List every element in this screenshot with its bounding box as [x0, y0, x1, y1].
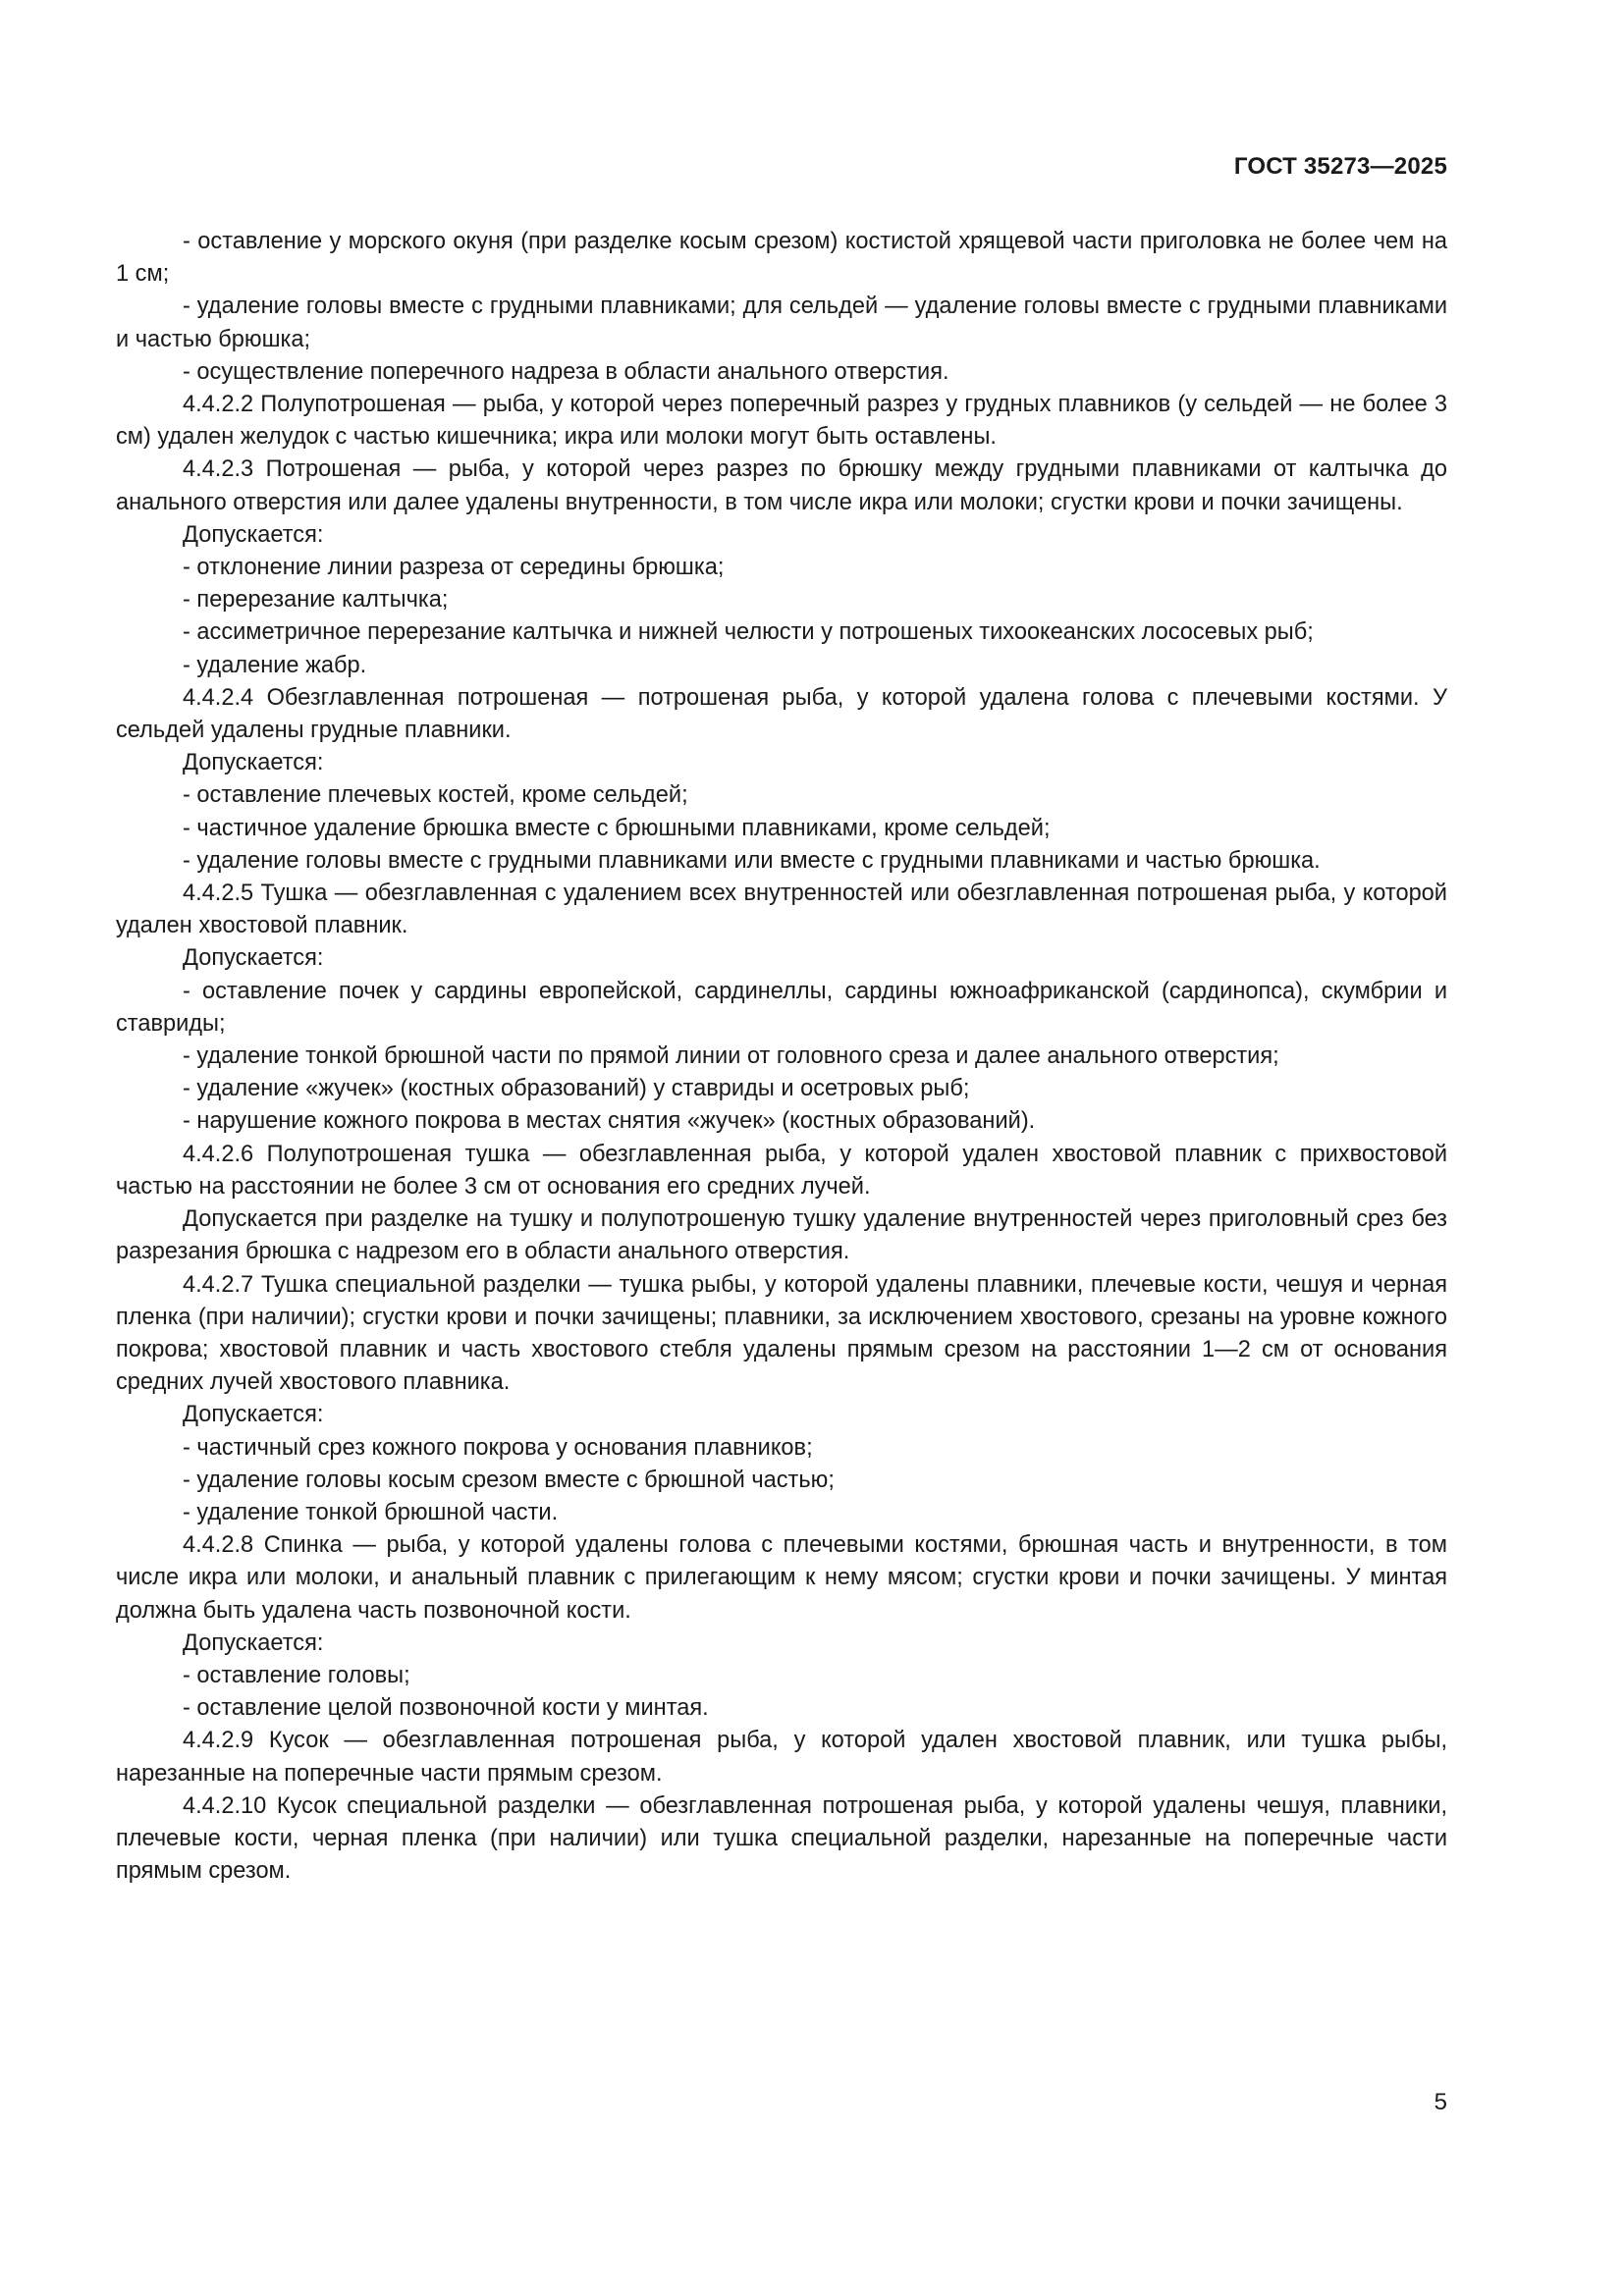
paragraph: - частичное удаление брюшка вместе с брюшными плавниками, кроме сельдей; — [183, 815, 1051, 841]
paragraph: - оставление целой позвоночной кости у минтая. — [183, 1695, 709, 1722]
paragraph: - удаление тонкой брюшной части по прямой линии от головного среза и далее анального отверстия; — [183, 1043, 1279, 1070]
paragraph: - удаление головы вместе с грудными плавниками; для сельдей — удаление головы вместе с грудными плавниками и частью брюшка; — [116, 294, 1447, 352]
paragraph: 4.4.2.10 Кусок специальной разделки — обезглавленная потрошеная рыба, у которой удалены чешуя, плавники, плечевые кости, черная пленка (при наличии) или тушка специальной разделки, нарезанные на поперечные части прямым срезом. — [116, 1792, 1447, 1885]
paragraph: Допускается: — [183, 945, 324, 972]
paragraph: Допускается: — [183, 521, 324, 548]
paragraph: Допускается при разделке на тушку и полупотрошеную тушку удаление внутренностей через приголовный срез без разрезания брюшка с надрезом его в области анального отверстия. — [116, 1206, 1447, 1265]
paragraph: - частичный срез кожного покрова у основания плавников; — [183, 1434, 813, 1461]
paragraph: - удаление «жучек» (костных образований) у ставриды и осетровых рыб; — [183, 1076, 970, 1102]
document-body — [116, 226, 1447, 1888]
paragraph: 4.4.2.2 Полупотрошеная — рыба, у которой через поперечный разрез у грудных плавников (у сельдей — не более 3 см) удален желудок с частью кишечника; икра или молоки могут быть оставлены. — [116, 392, 1447, 451]
paragraph: - перерезание калтычка; — [183, 587, 449, 614]
paragraph: Допускается: — [183, 1629, 324, 1656]
standard-id-header: ГОСТ 35273—2025 — [1233, 153, 1447, 180]
paragraph: - оставление у морского окуня (при разделке косым срезом) костистой хрящевой части приголовка не более чем на 1 см; — [116, 229, 1447, 288]
paragraph: - удаление головы косым срезом вместе с брюшной частью; — [183, 1467, 835, 1493]
paragraph: - ассиметричное перерезание калтычка и нижней челюсти у потрошеных тихоокеанских лососевых рыб; — [183, 619, 1314, 646]
paragraph: - удаление жабр. — [183, 652, 367, 678]
paragraph: - отклонение линии разреза от середины брюшка; — [183, 555, 725, 581]
paragraph: - удаление тонкой брюшной части. — [183, 1499, 559, 1525]
paragraph: - нарушение кожного покрова в местах снятия «жучек» (костных образований). — [183, 1108, 1036, 1135]
paragraph: 4.4.2.3 Потрошеная — рыба, у которой через разрез по брюшку между грудными плавниками от калтычка до анального отверстия или далее удалены внутренности, в том числе икра или молоки; сгустки крови и почки зачищены. — [116, 456, 1447, 515]
paragraph: - оставление плечевых костей, кроме сельдей; — [183, 782, 688, 809]
paragraph: 4.4.2.9 Кусок — обезглавленная потрошеная рыба, у которой удален хвостовой плавник, или тушка рыбы, нарезанные на поперечные части прямым срезом. — [116, 1728, 1447, 1787]
paragraph: 4.4.2.5 Тушка — обезглавленная с удалением всех внутренностей или обезглавленная потрошеная рыба, у которой удален хвостовой плавник. — [116, 881, 1447, 939]
paragraph: 4.4.2.7 Тушка специальной разделки — тушка рыбы, у которой удалены плавники, плечевые кости, чешуя и черная пленка (при наличии); сгустки крови и почки зачищены; плавники, за исключением хвостового, срезаны на уровне кожного покрова; хвостовой плавник и часть хвостового стебля удалены прямым срезом на расстоянии 1—2 см от основания средних лучей хвостового плавника. — [116, 1271, 1447, 1396]
paragraph: - оставление головы; — [183, 1662, 410, 1688]
paragraph: 4.4.2.6 Полупотрошеная тушка — обезглавленная рыба, у которой удален хвостовой плавник с прихвостовой частью на расстоянии не более 3 см от основания его средних лучей. — [116, 1141, 1447, 1200]
paragraph: Допускается: — [183, 1402, 324, 1428]
paragraph: 4.4.2.4 Обезглавленная потрошеная — потрошеная рыба, у которой удалена голова с плечевыми костями. У сельдей удалены грудные плавники. — [116, 684, 1447, 744]
paragraph: - оставление почек у сардины европейской, сардинеллы, сардины южноафриканской (сардинопса), скумбрии и ставриды; — [116, 978, 1447, 1037]
page-number: 5 — [1434, 2089, 1447, 2115]
paragraph: - удаление головы вместе с грудными плавниками или вместе с грудными плавниками и частью брюшка. — [183, 847, 1321, 874]
paragraph: - осуществление поперечного надреза в области анального отверстия. — [183, 358, 949, 385]
paragraph: 4.4.2.8 Спинка — рыба, у которой удалены голова с плечевыми костями, брюшная часть и внутренности, в том числе икра или молоки, и анальный плавник с прилегающим к нему мясом; сгустки крови и почки зачищены. У минтая должна быть удалена часть позвоночной кости. — [116, 1532, 1447, 1624]
paragraph: Допускается: — [183, 750, 324, 776]
